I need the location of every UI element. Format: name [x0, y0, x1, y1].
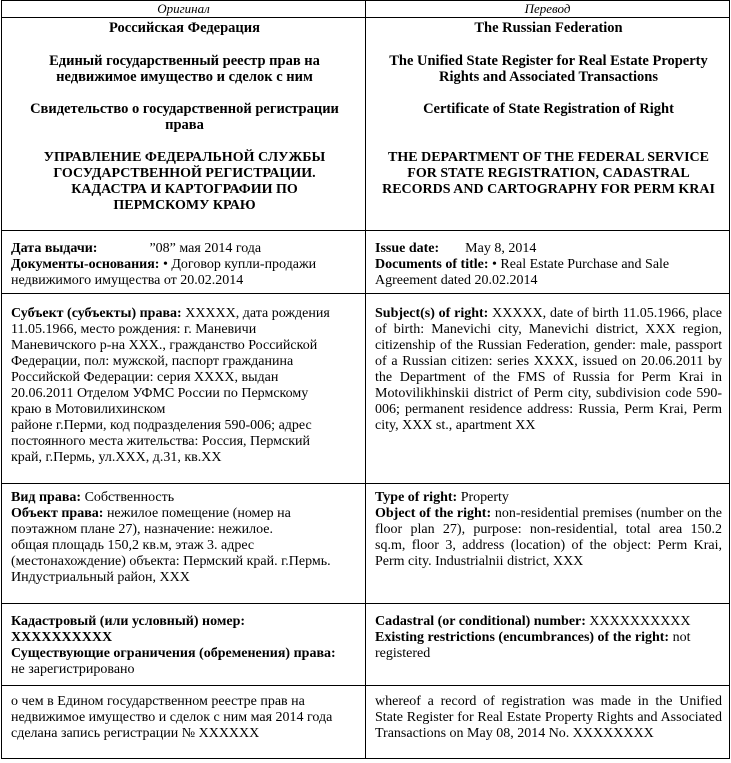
translation-docs-label: Documents of title:	[375, 257, 489, 272]
original-department-line-3: КАДАСТРА И КАРТОГРАФИИ ПО	[71, 182, 298, 197]
translation-object-label: Object of the right:	[375, 506, 492, 521]
original-subject-line: 11.05.1966, место рождения: г. Маневичи	[11, 322, 257, 337]
original-subject-label: Субъект (субъекты) права:	[11, 306, 182, 321]
original-subject-cell	[2, 294, 366, 484]
translation-object-cell	[366, 484, 730, 604]
original-cadastral-label: Кадастровый (или условный) номер:	[11, 614, 246, 629]
translation-cadastral	[375, 614, 722, 630]
original-record-line: о чем в Едином государственном реестре прав на	[11, 694, 305, 709]
original-issue-cell	[2, 231, 366, 294]
original-object-line: поэтажном плане 27), назначение: нежилое.	[11, 522, 273, 537]
original-subject-line: краю в Мотовилихинском	[11, 402, 166, 417]
original-header-cell	[2, 18, 366, 231]
original-object-line-0: Объект права: нежилое помещение (номер на	[11, 506, 291, 521]
original-issue-value: ”08” мая 2014 года	[149, 241, 262, 256]
translation-department-line-3: RECORDS AND CARTOGRAPHY FOR PERM KRAI	[382, 182, 715, 197]
translation-subject-cell	[366, 294, 730, 484]
original-department-line-2: ГОСУДАРСТВЕННОЙ РЕГИСТРАЦИИ.	[53, 166, 316, 181]
original-type-of-right	[11, 490, 358, 506]
original-cadastral-cell	[2, 604, 366, 686]
original-subject-line: Российской Федерации: серия XXXX, выдан	[11, 370, 279, 385]
translation-issue-date	[375, 241, 722, 257]
translation-register-line-2: Rights and Associated Transactions	[438, 69, 658, 85]
original-department-line-4: ПЕРМСКОМУ КРАЮ	[113, 198, 256, 213]
original-subject-line: Федерации, пол: мужской, паспорт гражданина	[11, 354, 294, 369]
translation-certificate: Certificate of State Registration of Right	[423, 101, 674, 117]
original-record-line: сделана запись регистрации № XXXXXX	[11, 726, 260, 741]
original-object-label: Объект права:	[11, 506, 104, 521]
translation-type-value: Property	[457, 490, 509, 505]
translation-header-cell	[366, 18, 730, 231]
translation-type-of-right	[375, 490, 722, 506]
translation-cadastral-label: Cadastral (or conditional) number:	[375, 614, 586, 629]
original-issue-label: Дата выдачи:	[11, 241, 98, 256]
translation-documents	[375, 257, 722, 289]
translation-department-line-1: THE DEPARTMENT OF THE FEDERAL SERVICE	[388, 150, 709, 165]
translation-cadastral-value: XXXXXXXXXX	[585, 614, 691, 629]
original-restrictions-label: Существующие ограничения (обременения) права:	[11, 646, 336, 661]
translation-docs-value: • Real Estate Purchase and Sale Agreement dated 20.02.2014	[375, 257, 670, 288]
translation-table	[1, 0, 730, 759]
original-subject-line: край, г.Пермь, ул.XXX, д.31, кв.XX	[11, 450, 222, 465]
translation-restrictions-value: not registered	[375, 630, 691, 661]
original-docs-value-2: недвижимого имущества от 20.02.2014	[11, 273, 244, 288]
original-subject-line: 20.06.2011 Отделом УФМС России по Пермскому	[11, 386, 309, 401]
original-register-line-2: недвижимое имущество и сделок с ним	[56, 69, 313, 85]
original-restrictions-value: не зарегистрировано	[11, 662, 135, 677]
translation-restrictions-label: Existing restrictions (encumbrances) of the right:	[375, 630, 670, 645]
translation-issue-label: Issue date:	[375, 241, 440, 256]
translation-subject-value: XXXXX, date of birth 11.05.1966, place of birth: Manevichi city, Manevichi district, XXX region, citizenship of the Russian Federation, gender: male, passport of a Russian citizen: series XXXX, issued on 20.06.2011 by the Department of the FMS of Russia for Perm Krai in Motovilikhinskii district of Perm city, subdivision code 590-006; permanent residence address: Russia, Perm Krai, Perm city, XXX st., apartment XX	[375, 306, 722, 433]
translation-issue-cell	[366, 231, 730, 294]
original-subject-line: постоянного места жительства: Россия, Пермский	[11, 434, 311, 449]
original-docs-label: Документы-основания:	[11, 257, 160, 272]
original-issue-date	[11, 241, 358, 257]
original-subject-line: Маневичского р-на XXX., гражданство Российской	[11, 338, 318, 353]
original-certificate-line-2: права	[165, 117, 204, 133]
translation-type-label: Type of right:	[375, 490, 458, 505]
original-record-line: недвижимое имущество и сделок с ним мая 2014 года	[11, 710, 333, 725]
translation-department-line-2: FOR STATE REGISTRATION, CADASTRAL	[407, 166, 690, 181]
original-object-line: (местонахождение) объекта: Пермский край. г.Пермь.	[11, 554, 331, 569]
translation-register-line-1: The Unified State Register for Real Estate Property	[389, 53, 708, 69]
original-certificate-line-1: Свидетельство о государственной регистрации	[30, 101, 339, 117]
original-type-label: Вид права:	[11, 490, 82, 505]
original-subject-line-0: Субъект (субъекты) права: XXXXX, дата рождения	[11, 306, 330, 321]
translation-restrictions	[375, 630, 722, 662]
original-object-line: Индустриальный район, XXX	[11, 570, 190, 585]
translation-record: whereof a record of registration was made in the Unified State Register for Real Estate Property Rights and Associated Transactions on May 08, 2014 No. XXXXXXXX	[375, 694, 722, 741]
translation-object	[375, 506, 722, 570]
translation-cadastral-cell	[366, 604, 730, 686]
original-register-line-1: Единый государственный реестр прав на	[49, 53, 320, 69]
original-country: Российская Федерация	[109, 20, 260, 36]
original-object-cell	[2, 484, 366, 604]
original-cadastral-value: XXXXXXXXXX	[11, 630, 113, 645]
original-object-line: общая площадь 150,2 кв.м, этаж 3. адрес	[11, 538, 255, 553]
translation-issue-value: May 8, 2014	[465, 241, 537, 256]
translation-subject-label: Subject(s) of right:	[375, 306, 489, 321]
original-department-line-1: УПРАВЛЕНИЕ ФЕДЕРАЛЬНОЙ СЛУЖБЫ	[43, 150, 326, 165]
original-documents	[11, 257, 358, 273]
original-type-value: Собственность	[81, 490, 175, 505]
original-subject-line: районе г.Перми, код подразделения 590-006; адрес	[11, 418, 312, 433]
column-header-translation: Перевод	[366, 1, 730, 18]
column-header-original: Оригинал	[2, 1, 366, 18]
translation-record-cell	[366, 686, 730, 759]
original-record-cell	[2, 686, 366, 759]
original-docs-value-1: • Договор купли-продажи	[159, 257, 317, 272]
translation-subject	[375, 306, 722, 434]
translation-country: The Russian Federation	[474, 20, 623, 36]
translation-object-value: non-residential premises (number on the floor plan 27), purpose: non-residential, total area 150.2 sq.m, floor 3, address (location) of the object: Perm Krai, Perm city. Industrialnii district, XXX	[375, 506, 722, 569]
